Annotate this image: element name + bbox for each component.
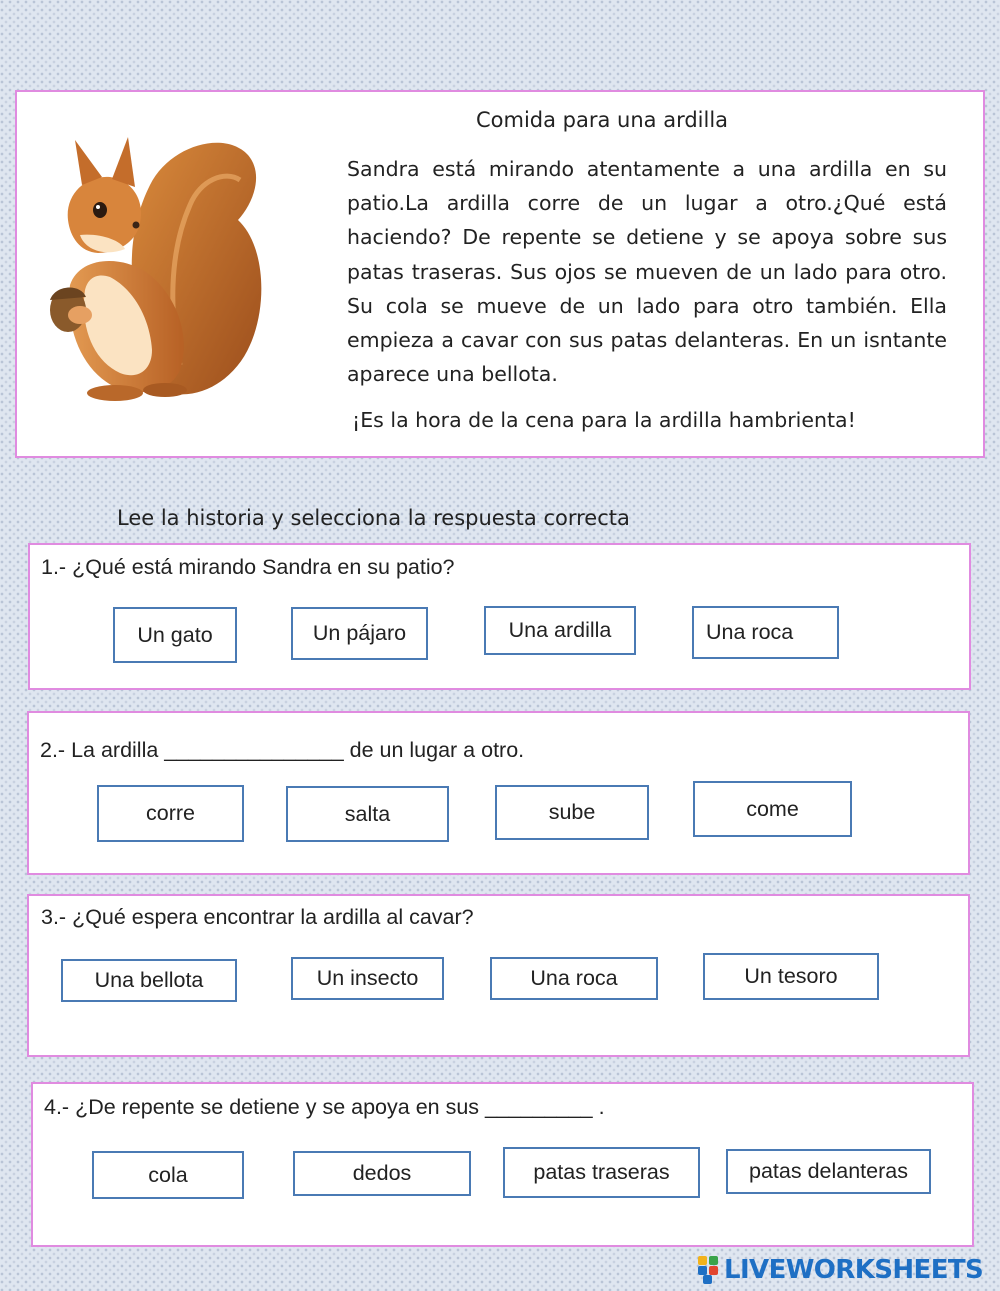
answer-option[interactable]: patas delanteras [726,1149,931,1194]
answer-option[interactable]: Un insecto [291,957,444,1000]
answer-option[interactable]: patas traseras [503,1147,700,1198]
answer-option[interactable]: Una bellota [61,959,237,1002]
answer-option[interactable]: sube [495,785,649,840]
answer-option[interactable]: Un gato [113,607,237,663]
story-closing: ¡Es la hora de la cena para la ardilla hambrienta! [352,408,856,432]
answer-option[interactable]: Una ardilla [484,606,636,655]
question-text: 1.- ¿Qué está mirando Sandra en su patio? [41,555,455,579]
answer-option[interactable]: dedos [293,1151,471,1196]
question-text: 3.- ¿Qué espera encontrar la ardilla al cavar? [41,905,474,929]
squirrel-illustration [40,125,270,415]
answer-option[interactable]: corre [97,785,244,842]
logo-text: LIVEWORKSHEETS [724,1255,984,1285]
answer-option[interactable]: salta [286,786,449,842]
question-text: 4.- ¿De repente se detiene y se apoya en sus _________ . [44,1095,605,1119]
answer-option[interactable]: Una roca [490,957,658,1000]
answer-option[interactable]: Un pájaro [291,607,428,660]
answer-option[interactable]: cola [92,1151,244,1199]
question-text: 2.- La ardilla _______________ de un lugar a otro. [40,738,525,762]
instruction-text: Lee la historia y selecciona la respuesta correcta [117,506,630,530]
story-title: Comida para una ardilla [476,108,729,132]
answer-option[interactable]: come [693,781,852,837]
story-text: Sandra está mirando atentamente a una ardilla en su patio.La ardilla corre de un lugar a otro.¿Qué está haciendo? De repente se detiene y se apoya sobre sus patas traseras. Sus ojos se mueven de un lado para otro. Su cola se mueve de un lado para otro también. Ella empieza a cavar con sus patas delanteras. En un isntante aparece una bellota. [347,157,947,387]
answer-option[interactable]: Un tesoro [703,953,879,1000]
answer-option[interactable]: Una roca [692,606,839,659]
logo-blocks-icon [698,1256,720,1284]
liveworksheets-logo [698,1255,983,1285]
